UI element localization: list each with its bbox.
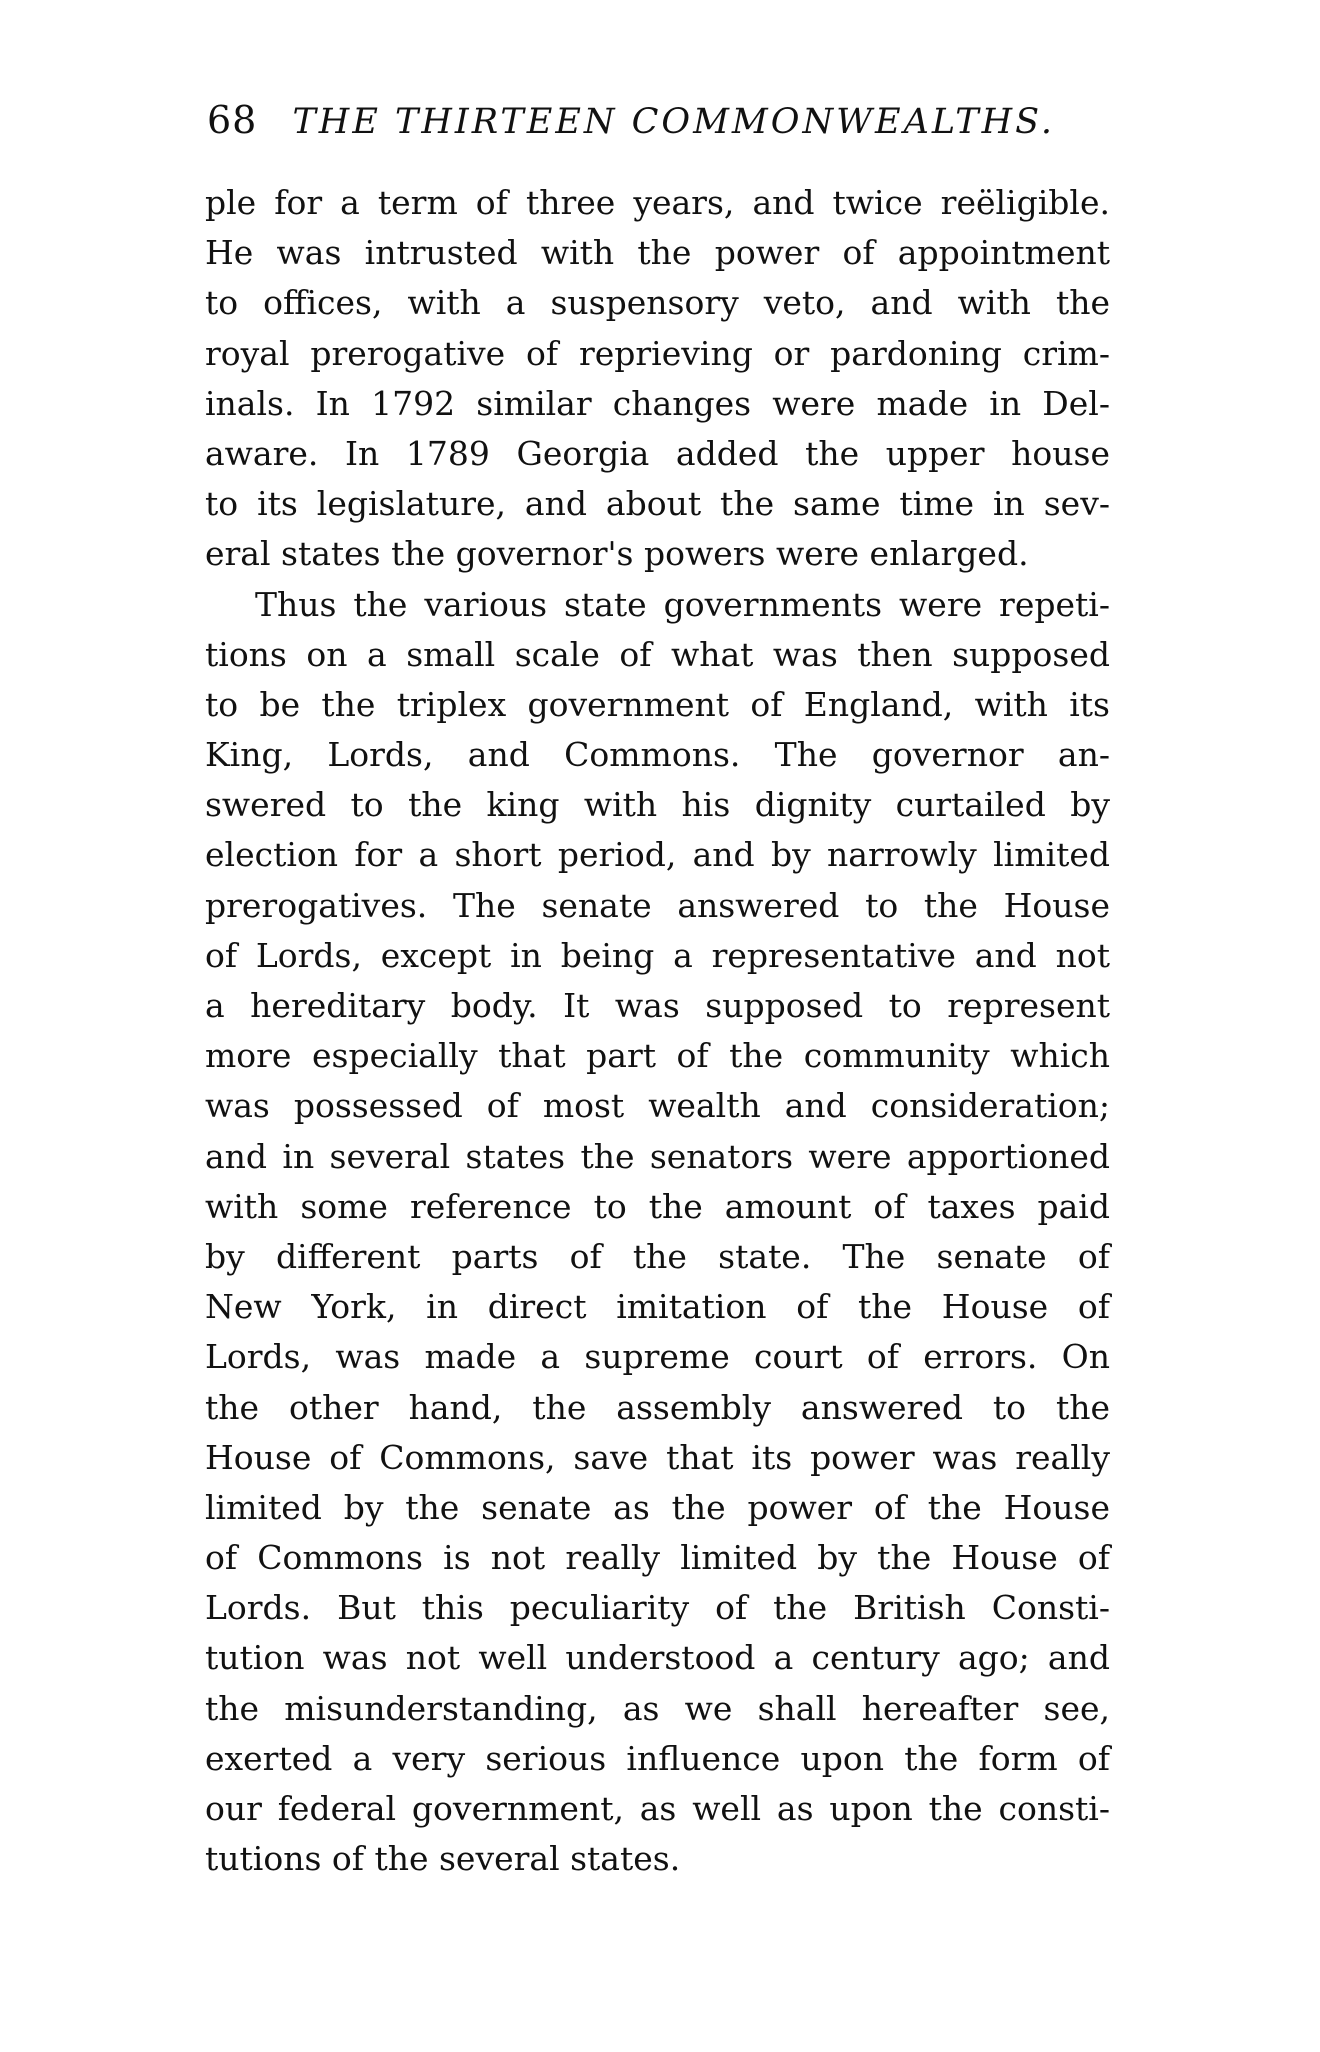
text-line: to be the triplex government of England, with its xyxy=(205,684,1110,724)
text-line: Lords, was made a supreme court of errors. On xyxy=(205,1337,1110,1377)
text-line: tution was not well understood a century ago; and xyxy=(205,1638,1110,1678)
paragraph-continued xyxy=(205,178,1110,580)
text-line: the other hand, the assembly answered to the xyxy=(205,1387,1110,1427)
text-line: election for a short period, and by narrowly limited xyxy=(205,835,1110,875)
text-line: aware. In 1789 Georgia added the upper house xyxy=(205,433,1110,473)
text-line: inals. In 1792 similar changes were made in Del- xyxy=(205,383,1110,423)
text-line: tions on a small scale of what was then supposed xyxy=(205,634,1110,674)
page-header xyxy=(207,98,1157,154)
text-line: exerted a very serious influence upon the form of xyxy=(205,1738,1110,1778)
running-title: THE THIRTEEN COMMONWEALTHS. xyxy=(292,102,1055,142)
text-line: New York, in direct imitation of the House of xyxy=(205,1287,1110,1327)
text-line: the misunderstanding, as we shall hereafter see, xyxy=(205,1688,1110,1728)
text-line: prerogatives. The senate answered to the House xyxy=(205,885,1110,925)
text-line: Lords. But this peculiarity of the British Consti- xyxy=(205,1588,1110,1628)
text-line: ple for a term of three years, and twice reëligible. xyxy=(205,183,1110,222)
page-number: 68 xyxy=(207,98,258,142)
text-line: Thus the various state governments were repeti- xyxy=(255,584,1110,624)
text-line: King, Lords, and Commons. The governor an- xyxy=(205,735,1110,775)
text-line: more especially that part of the community which xyxy=(205,1036,1110,1076)
text-line: of Commons is not really limited by the House of xyxy=(205,1538,1110,1578)
text-line: of Lords, except in being a representative and not xyxy=(205,935,1110,975)
text-line: was possessed of most wealth and consideration; xyxy=(205,1086,1110,1126)
text-line: with some reference to the amount of taxes paid xyxy=(205,1186,1110,1226)
paragraph-state-governments xyxy=(205,580,1110,1885)
text-line: He was intrusted with the power of appointment xyxy=(205,233,1110,273)
text-line: swered to the king with his dignity curtailed by xyxy=(205,785,1110,825)
text-line: House of Commons, save that its power was really xyxy=(205,1437,1110,1477)
text-line: a hereditary body. It was supposed to represent xyxy=(205,986,1110,1025)
text-line: by different parts of the state. The senate of xyxy=(205,1236,1110,1276)
text-line: limited by the senate as the power of the House xyxy=(205,1487,1110,1527)
body-text xyxy=(205,178,1110,1884)
text-line: our federal government, as well as upon the consti- xyxy=(205,1789,1110,1828)
text-line: and in several states the senators were apportioned xyxy=(205,1136,1110,1176)
text-line: tutions of the several states. xyxy=(205,1839,681,1879)
text-line: to its legislature, and about the same time in sev- xyxy=(205,484,1110,524)
text-line: royal prerogative of reprieving or pardoning crim- xyxy=(205,333,1110,373)
text-line: to offices, with a suspensory veto, and with the xyxy=(205,283,1110,323)
text-line: eral states the governor's powers were enlarged. xyxy=(205,534,1029,574)
